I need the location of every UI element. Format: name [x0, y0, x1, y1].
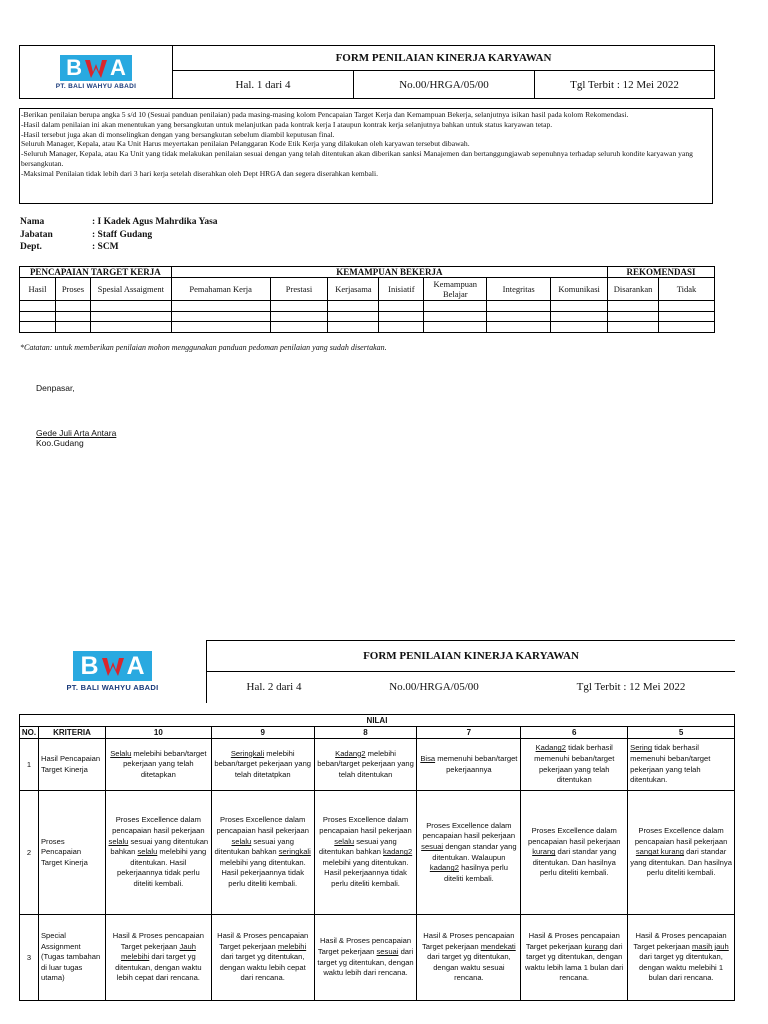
- col-header: Disarankan: [608, 278, 659, 301]
- criteria-number: 3: [20, 915, 39, 1001]
- form-title-2: FORM PENILAIAN KINERJA KARYAWAN: [207, 641, 736, 672]
- criteria-description: Hasil & Proses pencapaian Target pekerjaan sesuai dari target yg ditentukan, dengan waktu lebih dari rencana.: [314, 915, 417, 1001]
- instructions-box: [19, 108, 713, 204]
- criteria-table: [19, 714, 735, 1001]
- criteria-description: Hasil & Proses pencapaian Target pekerjaan melebihi dari target yg ditentukan, dengan waktu lebih cepat dari rencana.: [211, 915, 314, 1001]
- issue-date-2: Tgl Terbit : 12 Mei 2022: [576, 681, 686, 694]
- kriteria-header: KRITERIA: [38, 727, 105, 739]
- assessment-table: [19, 266, 715, 333]
- criteria-description: Hasil & Proses pencapaian Target pekerjaan masih jauh dari target yg ditentukan, dengan waktu melebihi 1 bulan dari rencana.: [628, 915, 735, 1001]
- criteria-label: Hasil Pencapaian Target Kinerja: [38, 739, 105, 791]
- page1-header: [19, 45, 715, 99]
- criteria-number: 1: [20, 739, 39, 791]
- col-header: Prestasi: [270, 278, 328, 301]
- document-number-2: No.00/HRGA/05/00: [389, 681, 479, 694]
- instruction-line: Seluruh Manager, Kepala, atau Ka Unit Harus meyertakan penilaian Pelanggaran Kode Etik Kerja yang dilakukan oleh karyawan tersebut dibawah.: [21, 139, 470, 149]
- logo-w-icon: [102, 656, 124, 676]
- col-header: Integritas: [487, 278, 551, 301]
- criteria-description: Proses Excellence dalam pencapaian hasil pekerjaan selalu sesuai yang ditentukan bahkan seringkali melebihi yang ditentukan. Hasil pekerjaannya tidak perlu diteliti kembali.: [211, 791, 314, 915]
- criteria-row: [20, 791, 735, 915]
- instruction-line: -Berikan penilaian berupa angka 5 s/d 10 (Sesuai panduan penilaian) pada masing-masing kolom Pencapaian Target Kerja dan Kemampuan Bekerja, selanjutnya isikan hasil pada kolom Rekomendasi.: [21, 110, 629, 119]
- criteria-label: Proses Pencapaian Target Kinerja: [38, 791, 105, 915]
- criteria-label: Special Assignment (Tugas tambahan di luar tugas utama): [38, 915, 105, 1001]
- document-number: No.00/HRGA/05/00: [354, 71, 535, 99]
- issue-date: Tgl Terbit : 12 Mei 2022: [535, 71, 715, 99]
- criteria-description: Proses Excellence dalam pencapaian hasil pekerjaan selalu sesuai yang ditentukan bahkan kadang2 melebihi yang ditentukan. Hasil pekerjaannya tidak perlu diteliti kembali.: [314, 791, 417, 915]
- col-header: Kemampuan Belajar: [424, 278, 487, 301]
- group-rekomendasi: REKOMENDASI: [608, 267, 715, 278]
- col-header: Komunikasi: [551, 278, 608, 301]
- nilai-header: NILAI: [20, 715, 735, 727]
- nama-label: Nama: [20, 217, 45, 227]
- criteria-description: Bisa memenuhi beban/target pekerjaannya: [417, 739, 521, 791]
- criteria-description: Proses Excellence dalam pencapaian hasil pekerjaan kurang dari standar yang ditentukan. Dan hasilnya perlu diteliti kembali.: [521, 791, 628, 915]
- table-row: [20, 311, 715, 322]
- company-logo: [20, 46, 173, 99]
- group-kemampuan: KEMAMPUAN BEKERJA: [171, 267, 607, 278]
- criteria-description: Seringkali melebihi beban/target pekerjaan yang telah ditetatpkan: [211, 739, 314, 791]
- nama-value: : I Kadek Agus Mahrdika Yasa: [92, 217, 218, 227]
- company-logo-2: [19, 641, 207, 703]
- score-header: 10: [105, 727, 211, 739]
- instruction-line: -Maksimal Penilaian tidak lebih dari 3 hari kerja setelah diserahkan oleh Dept HRGA dan segera diserahkan kembali.: [21, 168, 379, 178]
- col-header: Inisiatif: [379, 278, 424, 301]
- logo-mark: B A: [60, 55, 132, 81]
- col-header: Proses: [55, 278, 90, 301]
- criteria-description: Hasil & Proses pencapaian Target pekerjaan mendekati dari target yg ditentukan, dengan waktu sesuai rencana.: [417, 915, 521, 1001]
- signer-name: Gede Juli Arta Antara: [36, 428, 117, 438]
- criteria-row: [20, 739, 735, 791]
- score-header: 9: [211, 727, 314, 739]
- criteria-description: Proses Excellence dalam pencapaian hasil pekerjaan selalu sesuai yang ditentukan bahkan selalu melebihi yang ditentukan. Hasil pekerjaannya tidak perlu diteliti kembali.: [105, 791, 211, 915]
- logo-w-icon: [85, 58, 107, 78]
- dept-value: : SCM: [92, 242, 119, 252]
- criteria-description: Kadang2 melebihi beban/target pekerjaan yang telah ditentukan: [314, 739, 417, 791]
- criteria-description: Proses Excellence dalam pencapaian hasil pekerjaan sesuai dengan standar yang ditentukan. Walaupun kadang2 hasilnya perlu diteliti kembali.: [417, 791, 521, 915]
- criteria-description: Proses Excellence dalam pencapaian hasil pekerjaan sangat kurang dari standar yang ditentukan. Dan hasilnya perlu diteliti kembali.: [628, 791, 735, 915]
- col-header: Pemahaman Kerja: [171, 278, 270, 301]
- employee-identity: [20, 216, 218, 254]
- instruction-line: -Hasil dalam penilaian ini akan menentukan yang bersangkutan untuk melanjutkan pada kontrak kerja I ataupun kontrak kerja selanjutnya bahkan untuk status karyawan tetap.: [21, 119, 553, 129]
- col-header: Hasil: [20, 278, 56, 301]
- company-name-2: PT. BALI WAHYU ABADI: [66, 683, 159, 692]
- form-title: FORM PENILAIAN KINERJA KARYAWAN: [173, 46, 715, 71]
- table-note: *Catatan: untuk memberikan penilaian mohon menggunakan panduan pedoman penilaian yang sudah disertakan.: [20, 343, 387, 352]
- logo-mark-2: B A: [73, 651, 151, 681]
- criteria-number: 2: [20, 791, 39, 915]
- col-header: Spesial Assaigment: [90, 278, 171, 301]
- score-header: 7: [417, 727, 521, 739]
- page-number: Hal. 1 dari 4: [173, 71, 354, 99]
- col-header: Kerjasama: [328, 278, 379, 301]
- table-row: [20, 301, 715, 312]
- col-header: Tidak: [659, 278, 715, 301]
- dept-label: Dept.: [20, 242, 42, 252]
- instruction-line: -Seluruh Manager, Kepala, atau Ka Unit yang tidak melakukan penilaian sesuai dengan yang telah ditentukan akan diberikan sanksi Manajemen dan bertanggungjawab sepenuhnya terhadap seluruh kondite karyawan yang bersangkutan.: [21, 149, 693, 168]
- jabatan-value: : Staff Gudang: [92, 229, 153, 240]
- sign-place: Denpasar,: [36, 383, 75, 393]
- criteria-row: [20, 915, 735, 1001]
- score-header: 5: [628, 727, 735, 739]
- criteria-description: Sering tidak berhasil memenuhi beban/target pekerjaan yang telah ditentukan.: [628, 739, 735, 791]
- group-pencapaian: PENCAPAIAN TARGET KERJA: [20, 267, 172, 278]
- score-header: 6: [521, 727, 628, 739]
- criteria-description: Kadang2 tidak berhasil memenuhi beban/target pekerjaan yang telah ditentukan: [521, 739, 628, 791]
- jabatan-label: Jabatan: [20, 229, 53, 240]
- page-number-2: Hal. 2 dari 4: [207, 672, 342, 703]
- signer-title: Koo.Gudang: [36, 438, 84, 448]
- page2-header: [19, 640, 735, 703]
- no-header: NO.: [20, 727, 39, 739]
- criteria-description: Hasil & Proses pencapaian Target pekerjaan kurang dari target yg ditentukan, dengan waktu lebih lama 1 bulan dari rencana.: [521, 915, 628, 1001]
- criteria-description: Hasil & Proses pencapaian Target pekerjaan Jauh melebihi dari target yg ditentukan, dengan waktu lebih cepat dari rencana.: [105, 915, 211, 1001]
- instruction-line: -Hasil tersebut juga akan di monselingkan dengan yang bersangkutan sebelum diambil keputusan final.: [21, 129, 335, 139]
- table-row: [20, 322, 715, 333]
- criteria-description: Selalu melebihi beban/target pekerjaan yang telah ditetapkan: [105, 739, 211, 791]
- company-name: PT. BALI WAHYU ABADI: [55, 82, 137, 90]
- score-header: 8: [314, 727, 417, 739]
